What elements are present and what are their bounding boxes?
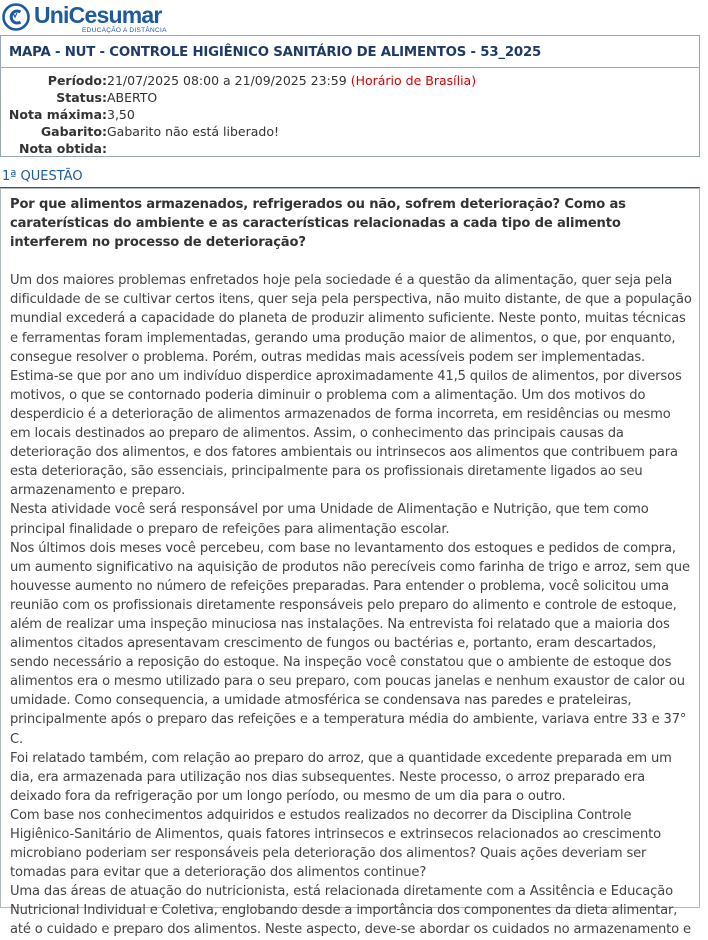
question-paragraph: Uma das áreas de atuação do nutricionista, está relacionada diretamente com a Assitência e Educação Nutricional Individual e Coletiva, englobando desde a importância dos componentes da dieta alimentar, até o cuidado e preparo dos alimentos. Neste aspecto, deve-se abordar os cuidados no armazenamento e [10, 884, 691, 938]
activity-title-bar [0, 35, 700, 68]
status-value: ABERTO [107, 90, 158, 105]
logo-name: UniCesumar [34, 2, 162, 28]
periodo-value [107, 72, 476, 89]
periodo-label: Período: [47, 73, 107, 88]
activity-title: MAPA - NUT - CONTROLE HIGIÊNICO SANITÁRIO DE ALIMENTOS - 53_2025 [9, 45, 542, 60]
question-number: 1ª QUESTÃO [2, 169, 83, 184]
unicesumar-logo [0, 0, 200, 34]
gabarito-row [1, 123, 279, 140]
gabarito-value: Gabarito não está liberado! [107, 124, 279, 139]
activity-info-panel [0, 68, 700, 157]
question-paragraph: Um dos maiores problemas enfretados hoje pela sociedade é a questão da alimentação, quer seja pela dificuldade de se cultivar certos itens, quer seja pela perspectiva, não muito distante, de que a população mundial excederá a capacidade do planeta de produzir alimento suficiente. Neste ponto, muitas técnicas e ferramentas foram implementadas, gerando uma produção maior de alimentos, o que, por enquanto, consegue resolver o problema. Porém, outras medidas mais acessíveis podem ser implementadas. Estima-se que por ano um indivíduo disperdice aproximadamente 41,5 quilos de alimentos, por diversos motivos, o que se contornado poderia diminuir o problema com a alimentação. Um dos motivos do desperdicio é a deterioração de alimentos armazenados de forma incorreta, em residências ou mesmo em locais destinados ao preparo de alimentos. Assim, o conhecimento das principais causas da deterioração dos alimentos, e dos fatores ambientais ou intrinsecos aos alimentos que contribuem para esta deterioração, são essenciais, principalmente para os profissionais diretamente ligados ao seu armazenamento e preparo. [10, 273, 692, 499]
question-paragraph: Nos últimos dois meses você percebeu, com base no levantamento dos estoques e pedidos de compra, um aumento significativo na aquisição de produtos não perecíveis como farinha de trigo e arroz, sem que houvesse aumento no número de refeições preparadas. Para entender o problema, você solicitou uma reunião com os profissionais diretamente responsáveis pelo preparo do alimento e controle de estoque, além de realizar uma inspeção minuciosa nas instalações. Na entrevista foi relatado que a maioria dos alimentos citados apresentavam crescimento de fungos ou bactérias e, portanto, eram descartados, sendo necessário a reposição do estoque. Na inspeção você constatou que o ambiente de estoque dos alimentos era o mesmo utilizado para o seu preparo, com poucas janelas e nenhum exaustor de calor ou umidade. Como consequencia, a umidade atmosférica se condensava nas paredes e prateleiras, principalmente após o preparo das refeições e a temperatura média do ambiente, variava entre 33 e 37° C. [10, 540, 690, 747]
nota-maxima-value: 3,50 [107, 107, 135, 122]
question-paragraph: Com base nos conhecimentos adquiridos e estudos realizados no decorrer da Disciplina Controle Higiênico-Sanitário de Alimentos, quais fatores intrinsecos e extrinsecos relacionados ao crescimento microbiano poderiam ser responsáveis pela deterioração dos alimentos? Quais ações deveriam ser tomadas para evitar que a deterioração dos alimentos continue? [10, 807, 661, 881]
periodo-timezone: (Horário de Brasília) [350, 73, 477, 88]
logo-subtitle: EDUCAÇÃO A DISTÂNCIA [82, 27, 167, 34]
question-paragraph: Nesta atividade você será responsável por uma Unidade de Alimentação e Nutrição, que tem como principal finalidade o preparo de refeições para alimentação escolar. [10, 502, 649, 537]
nota-maxima-row [1, 106, 135, 123]
question-body [0, 188, 700, 938]
nota-obtida-row [1, 140, 107, 157]
periodo-dates: 21/07/2025 08:00 a 21/09/2025 23:59 [107, 73, 347, 88]
nota-obtida-label: Nota obtida: [19, 141, 107, 156]
status-row [1, 89, 158, 106]
unicesumar-logo-icon [2, 3, 30, 31]
gabarito-label: Gabarito: [40, 124, 107, 139]
question-prompt: Por que alimentos armazenados, refrigerados ou não, sofrem deterioração? Como as caraterísticas do ambiente e as características relacionadas a cada tipo de alimento interferem no processo de deterioração? [10, 197, 626, 251]
question-text [10, 195, 693, 940]
periodo-row [1, 72, 477, 89]
status-label: Status: [56, 90, 107, 105]
question-paragraph: Foi relatado também, com relação ao preparo do arroz, que a quantidade excedente preparada em um dia, era armazenada para utilização nos dias subsequentes. Neste processo, o arroz preparado era deixado fora da refrigeração por um longo período, ou mesmo de um dia para o outro. [10, 750, 672, 804]
question-header [0, 168, 700, 188]
nota-maxima-label: Nota máxima: [8, 107, 107, 122]
